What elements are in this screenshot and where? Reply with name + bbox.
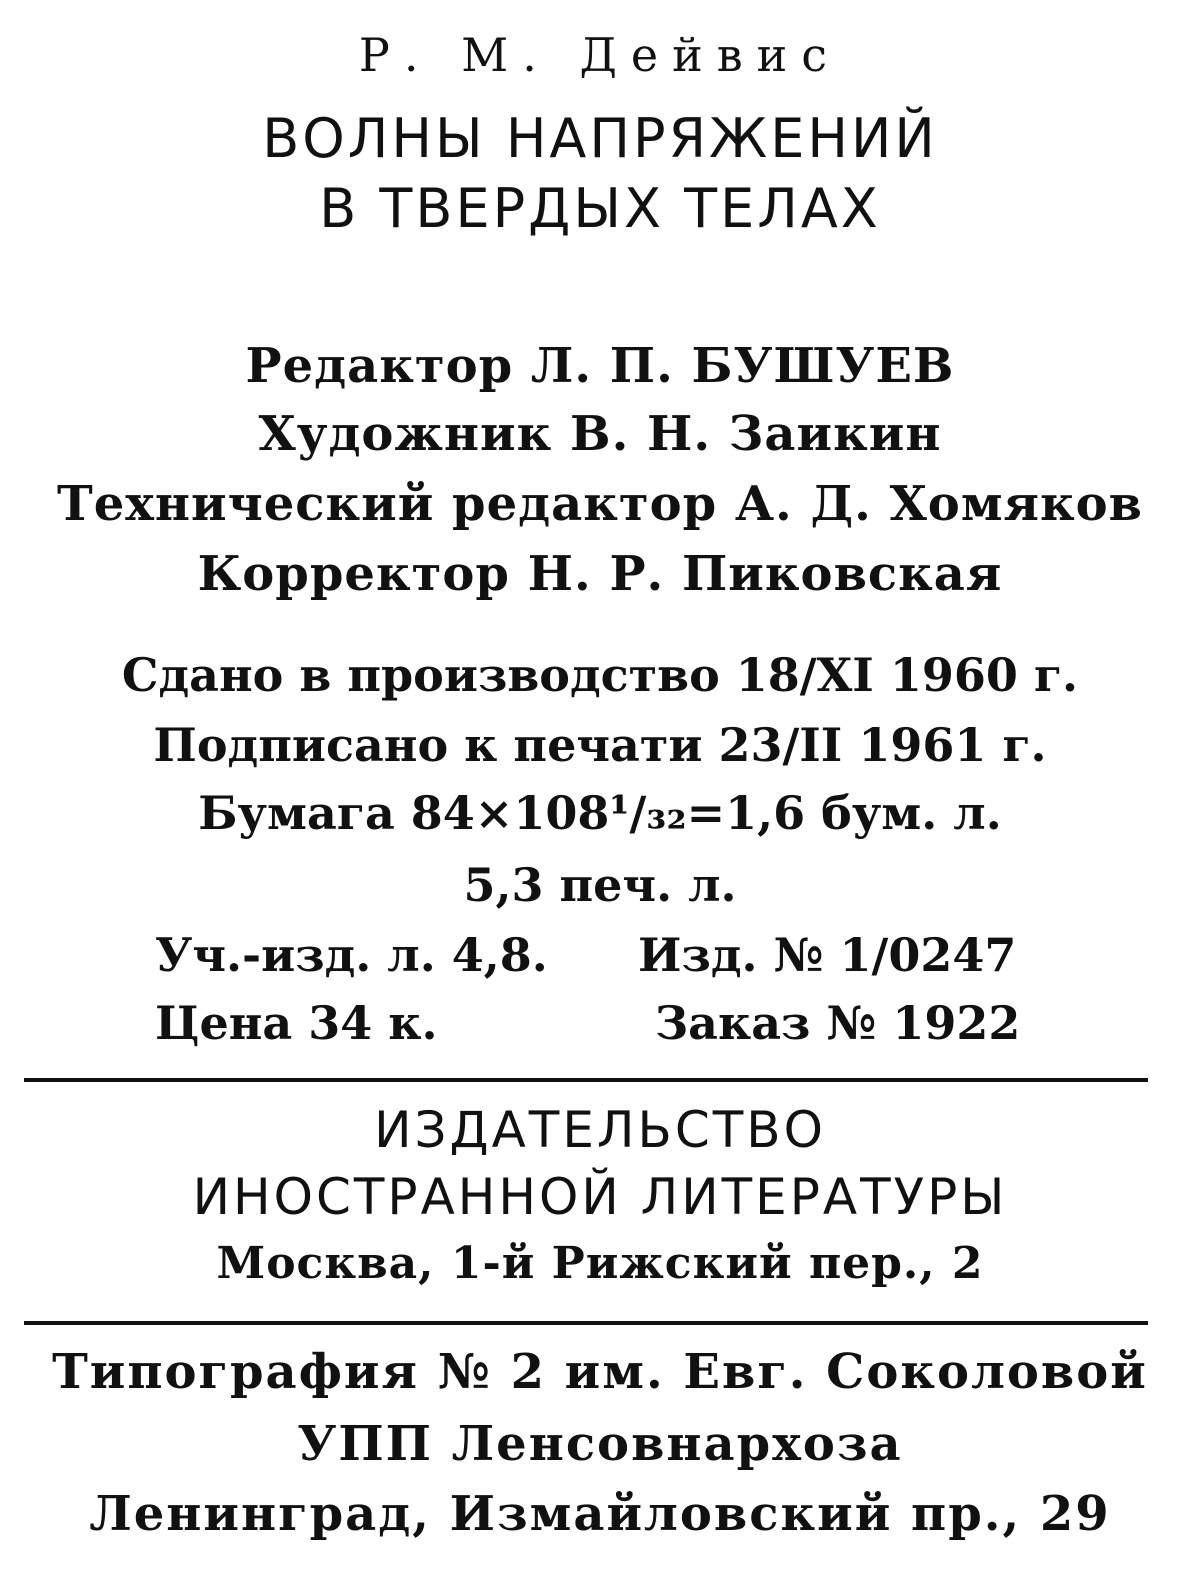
price: Цена 34 к. [155, 996, 438, 1050]
edition-number: Изд. № 1/0247 [638, 928, 1017, 982]
book-title-line-2: В ТВЕРДЫХ ТЕЛАХ [319, 177, 881, 240]
edu-publishing-sheets: Уч.-изд. л. 4,8. [155, 928, 548, 982]
technical-editor-credit: Технический редактор А. Д. Хомяков [56, 476, 1144, 532]
printed-sheets: 5,3 печ. л. [463, 858, 737, 912]
printer-name: Типография № 2 им. Евг. Соколовой [52, 1344, 1148, 1400]
printer-organization: УПП Ленсовнархоза [297, 1416, 903, 1472]
paper-format: Бумага 84×108¹/₃₂=1,6 бум. л. [198, 786, 1002, 840]
book-title-line-1: ВОЛНЫ НАПРЯЖЕНИЙ [262, 107, 938, 170]
author-name: Р. М. Дейвис [358, 28, 842, 82]
submitted-date: Сдано в производство 18/XI 1960 г. [121, 648, 1079, 702]
artist-credit: Художник В. Н. Заикин [258, 406, 942, 462]
divider-top [24, 1078, 1148, 1082]
editor-credit: Редактор Л. П. БУШУЕВ [245, 338, 955, 394]
signed-to-print-date: Подписано к печати 23/II 1961 г. [153, 718, 1047, 772]
publisher-address: Москва, 1-й Рижский пер., 2 [216, 1238, 984, 1289]
divider-bottom [24, 1321, 1148, 1325]
order-number: Заказ № 1922 [655, 996, 1021, 1050]
printer-address: Ленинград, Измайловский пр., 29 [89, 1486, 1111, 1542]
publisher-name-line-2: ИНОСТРАННОЙ ЛИТЕРАТУРЫ [192, 1168, 1008, 1226]
proofreader-credit: Корректор Н. Р. Пиковская [197, 546, 1003, 602]
publisher-name-line-1: ИЗДАТЕЛЬСТВО [374, 1101, 826, 1159]
